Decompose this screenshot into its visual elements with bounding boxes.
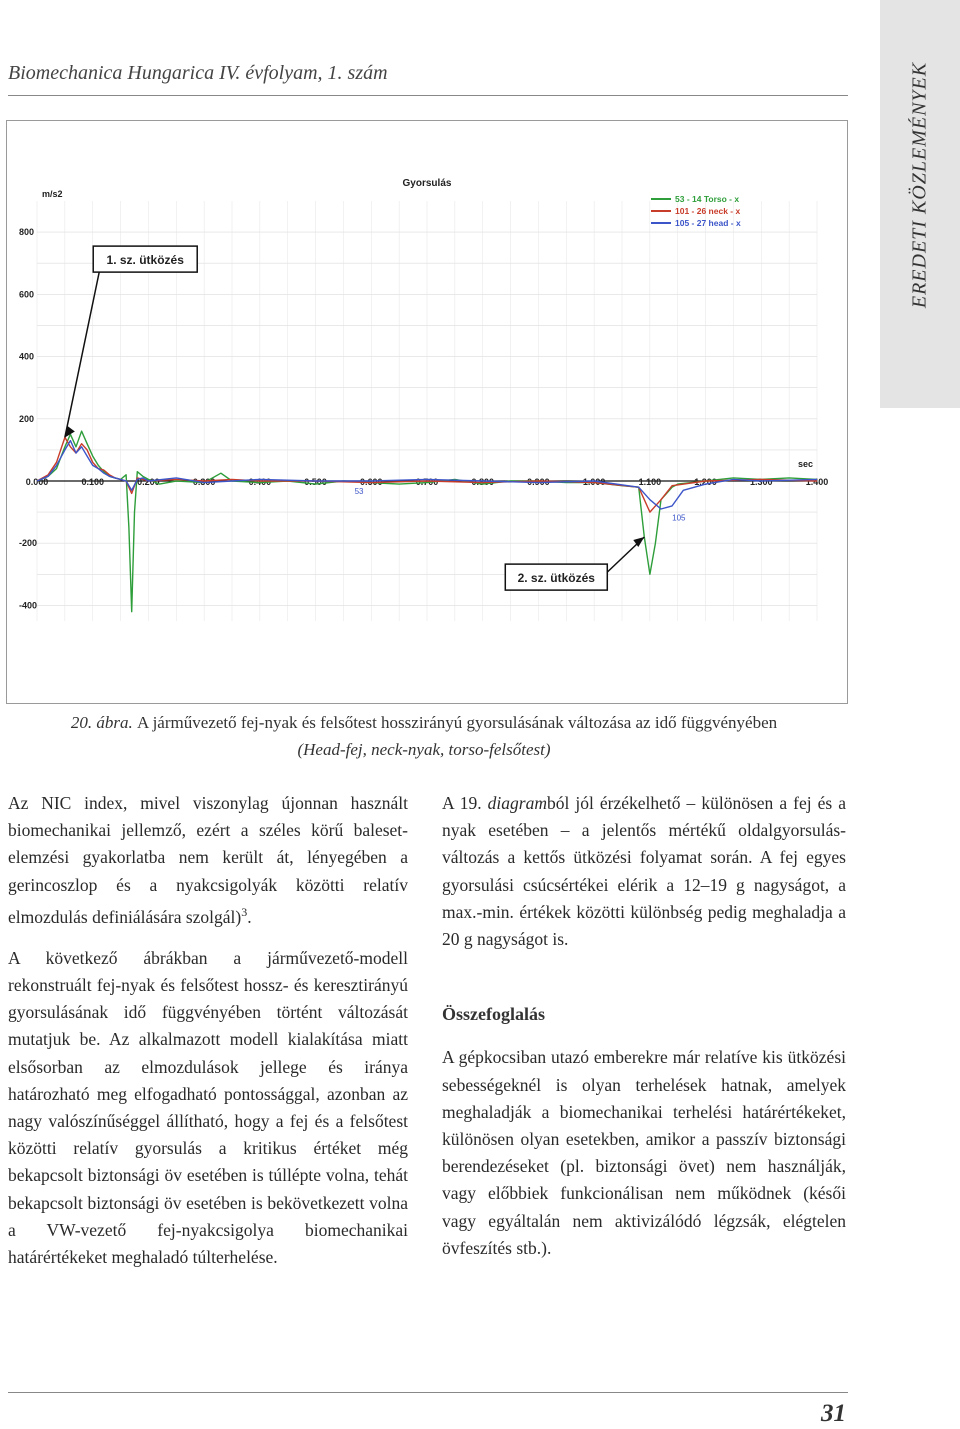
x-tick-label: 0.900 [527, 477, 550, 487]
y-axis-label: m/s2 [42, 189, 63, 199]
x-tick-label: 0.400 [248, 477, 272, 487]
x-tick-label: 0.700 [415, 477, 439, 487]
x-tick-label: 0.300 [192, 477, 216, 487]
series-tag: 53 [354, 487, 364, 497]
annotation-label: 2. sz. ütközés [517, 571, 595, 586]
acceleration-chart [7, 121, 847, 703]
running-header: Biomechanica Hungarica IV. évfolyam, 1. szám [8, 62, 388, 84]
x-tick-label: 0.100 [81, 477, 104, 487]
figure-caption-subtitle: (Head-fej, neck-nyak, torso-felsőtest) [297, 740, 551, 759]
x-tick-label: 0.600 [360, 477, 383, 487]
y-tick-label: 200 [19, 413, 35, 424]
page-number: 31 [821, 1400, 846, 1427]
y-tick-label: 600 [19, 289, 35, 300]
x-tick-label: 0.500 [304, 477, 327, 487]
annotation-label: 1. sz. ütközés [106, 253, 184, 268]
body-text: ból jól érzékelhető – különösen a fej és a nyak esetében – a jelentős mértékű oldalgyorsulás-változás a kettős ütközési folyamat során. A fej egyes gyorsulási csúcsértékei elérik a 12–19 g nagyságot, a max.-min. értékek közötti különbség pedig meghaladja a 20 g nagyságot is. [442, 793, 846, 950]
annotation-arrow [65, 272, 99, 437]
series-tag: 105 [672, 513, 686, 523]
left-column [8, 790, 408, 1285]
body-text-end: . [247, 906, 252, 927]
body-paragraph [442, 790, 846, 953]
header-rule [8, 95, 848, 96]
body-paragraph: A következő ábrákban a járművezető-modell rekonstruált fej-nyak és felsőtest hossz- és keresztirányú gyorsulásának idő függvényében történt változását mutatjuk be. Az alkalmazott modell kialakítása miatt elsősorban az elmozdulások jellege és iránya határozható meg elfogadható pontossággal, azonban az nagy valószínűséggel állítható, hogy a fej és a felsőtest közötti relatív gyorsulás a kritikus értéket még bekapcsolt biztonsági öv esetében is túllépte volna, tehát bekapcsolt biztonsági öv esetében is bekövetkezett volna a VW-vezető fej-nyakcsigolya biomechanikai határértékeket meghaladó túlterhelése. [8, 947, 408, 1268]
x-tick-label: 1.000 [582, 477, 606, 487]
legend-entry: 105 - 27 head - x [675, 218, 741, 228]
side-tab-label: EREDETI KÖZLEMÉNYEK [908, 61, 931, 309]
body-text-italic: diagram [487, 793, 547, 813]
x-tick-label: 1.200 [694, 477, 717, 487]
right-column [442, 790, 846, 1276]
x-tick-label: 0.000 [25, 477, 49, 487]
x-tick-label: 1.100 [638, 477, 662, 487]
legend-entry: 53 - 14 Torso - x [675, 194, 740, 204]
figure-chart [6, 120, 848, 704]
figure-caption-label: 20. ábra. [70, 713, 133, 732]
legend-entry: 101 - 26 neck - x [675, 206, 741, 216]
section-heading: Összefoglalás [442, 1004, 545, 1025]
figure-caption-text: A járművezető fej-nyak és felsőtest hosszirányú gyorsulásának változása az idő függvényében [137, 713, 778, 732]
chart-title: Gyorsulás [402, 178, 452, 189]
body-text: A 19. [442, 793, 488, 813]
body-text: Az NIC index, mivel viszonylag újonnan használt biomechanikai jellemző, ezért a széles körű baleset-elemzési gyakorlatba nem került át, lényegében a gerincoszlop és a nyakcsigolyák közötti relatív elmozdulás definiálására szolgál) [8, 793, 408, 927]
x-axis-label: sec [797, 459, 813, 469]
y-tick-label: -200 [19, 538, 38, 549]
figure-caption [0, 710, 848, 736]
x-tick-label: 0.800 [471, 477, 494, 487]
x-tick-label: 1.400 [805, 477, 829, 487]
reference-number: 3 [241, 904, 248, 919]
x-tick-label: 0.200 [137, 477, 160, 487]
y-tick-label: 400 [19, 351, 35, 362]
body-paragraph: A gépkocsiban utazó emberekre már relatíve kis ütközési sebességeknél is olyan terhelések hatnak, amelyek meghaladják a biomechanikai terhelési határértékeket, különösen olyan esetekben, amikor a passzív biztonsági berendezéseket (pl. biztonsági övet) nem használják, vagy előbbiek funkcionálisan nem működnek (késői vagy egyáltalán nem aktivizálódó légzsák, elégtelen övfeszítés stb.). [442, 1047, 846, 1258]
y-tick-label: 800 [19, 227, 35, 238]
body-paragraph [8, 790, 408, 931]
y-tick-label: -400 [19, 600, 38, 611]
x-tick-label: 1.300 [750, 477, 773, 487]
side-tab [880, 0, 960, 408]
footer-rule [8, 1392, 848, 1393]
